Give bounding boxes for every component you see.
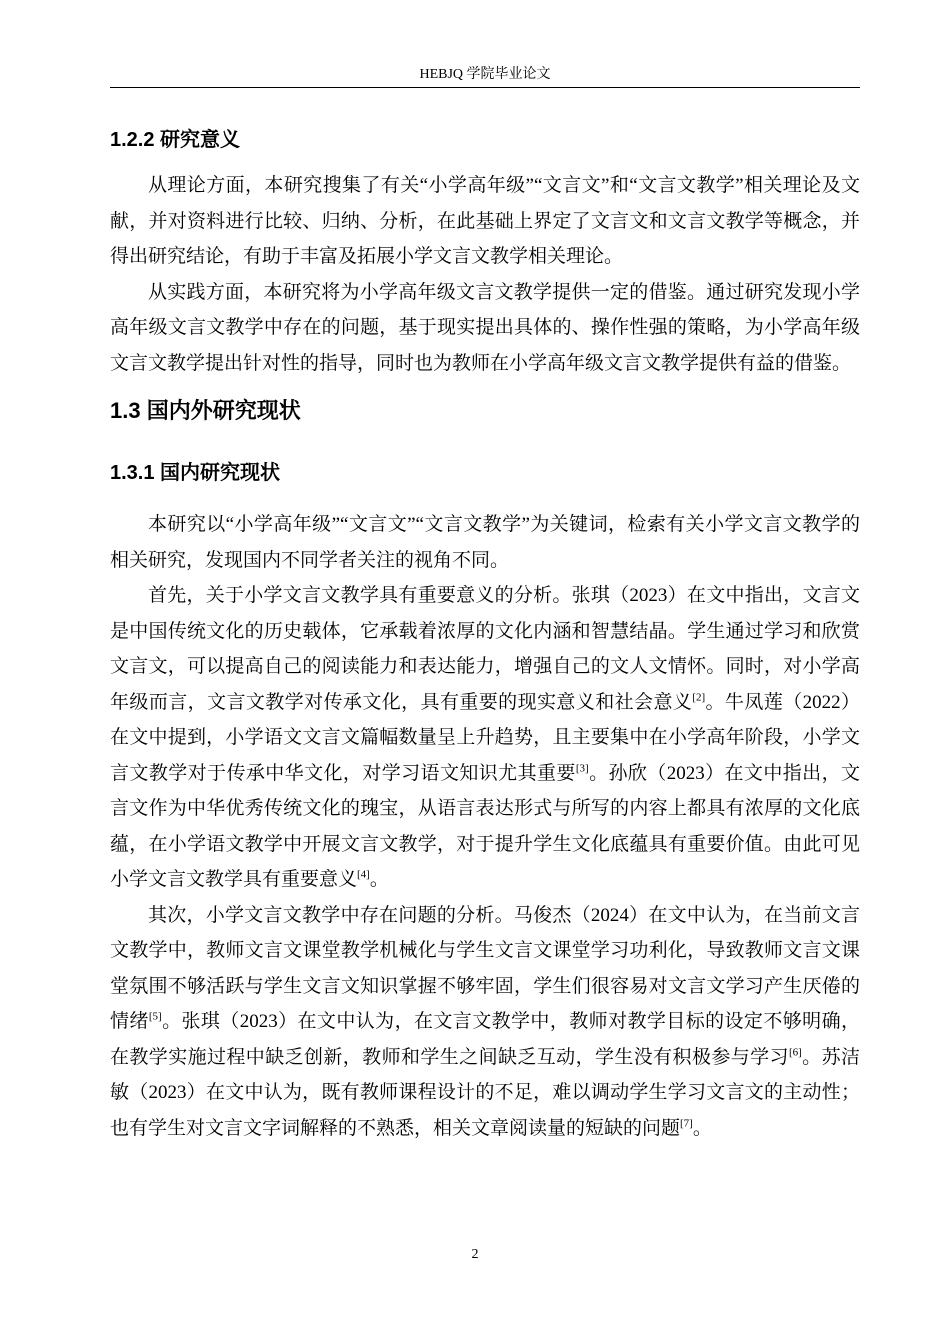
paragraph-text: 。牛凤莲（2022）在文中提到，小学语文文言文篇幅数量呈上升趋势，且主要集中在小学高年阶段，小学文言文教学对于传承中华文化，对学习语文知识尤其重要 — [110, 691, 860, 784]
paragraph-text: 。孙欣（2023）在文中指出，文言文作为中华优秀传统文化的瑰宝，从语言表达形式与所写的内容上都具有浓厚的文化底蕴，在小学语文教学中开展文言文教学，对于提升学生文化底蕴具有重要价值。由此可见小学文言文教学具有重要意义 — [110, 762, 860, 890]
paragraph-text: 其次，小学文言文教学中存在问题的分析。马俊杰（2024）在文中认为，在当前文言文教学中，教师文言文课堂教学机械化与学生文言文课堂学习功利化，导致教师文言文课堂氛围不够活跃与学生文言文知识掌握不够牢固，学生们很容易对文言文学习产生厌倦的情绪 — [110, 904, 860, 1032]
paragraph-theory: 从理论方面，本研究搜集了有关“小学高年级”“文言文”和“文言文教学”相关理论及文献，并对资料进行比较、归纳、分析，在此基础上界定了文言文和文言文教学等概念，并得出研究结论，有助于丰富及拓展小学文言文教学相关理论。 — [110, 175, 860, 267]
citation-ref-2: [2] — [692, 691, 706, 704]
section-heading-1-3: 1.3 国内外研究现状 — [110, 398, 301, 423]
paragraph-text: 首先，关于小学文言文教学具有重要意义的分析。张琪（2023）在文中指出，文言文是中国传统文化的历史载体，它承载着浓厚的文化内涵和智慧结晶。学生通过学习和欣赏文言文，可以提高自己的阅读能力和表达能力，增强自己的文人文情怀。同时，对小学高年级而言，文言文教学对传承文化，具有重要的现实意义和社会意义 — [110, 585, 860, 713]
citation-ref-6: [6] — [788, 1046, 802, 1059]
paragraph-significance — [110, 578, 860, 898]
paragraph-text: 。苏洁敏（2023）在文中认为，既有教师课程设计的不足，难以调动学生学习文言文的主动性；也有学生对文言文字词解释的不熟悉，相关文章阅读量的短缺的问题 — [110, 1046, 860, 1139]
citation-ref-4: [4] — [357, 868, 370, 881]
section-heading-1-3-1: 1.3.1 国内研究现状 — [110, 462, 281, 484]
running-header: HEBJQ 学院毕业论文 — [419, 67, 551, 82]
citation-ref-5: [5] — [148, 1010, 162, 1023]
citation-ref-3: [3] — [575, 762, 589, 775]
paragraph-text: 。张琪（2023）在文中认为，在文言文教学中，教师对教学目标的设定不够明确，在教学实施过程中缺乏创新，教师和学生之间缺乏互动，学生没有积极参与学习 — [110, 1011, 860, 1068]
page-body — [110, 120, 860, 1146]
page-number: 2 — [471, 1247, 479, 1262]
section-heading-1-2-2: 1.2.2 研究意义 — [110, 129, 241, 151]
header-divider — [110, 87, 860, 88]
paragraph-problems — [110, 898, 860, 1147]
paragraph-text: 。 — [692, 1117, 712, 1139]
paragraph-practice: 从实践方面，本研究将为小学高年级文言文教学提供一定的借鉴。通过研究发现小学高年级文言文教学中存在的问题，基于现实提出具体的、操作性强的策略，为小学高年级文言文教学提出针对性的指导，同时也为教师在小学高年级文言文教学提供有益的借鉴。 — [110, 281, 860, 374]
paragraph-text: 。 — [369, 869, 389, 890]
citation-ref-7: [7] — [680, 1117, 693, 1130]
paragraph-keywords: 本研究以“小学高年级”“文言文”“文言文教学”为关键词，检索有关小学文言文教学的相关研究，发现国内不同学者关注的视角不同。 — [110, 514, 860, 571]
